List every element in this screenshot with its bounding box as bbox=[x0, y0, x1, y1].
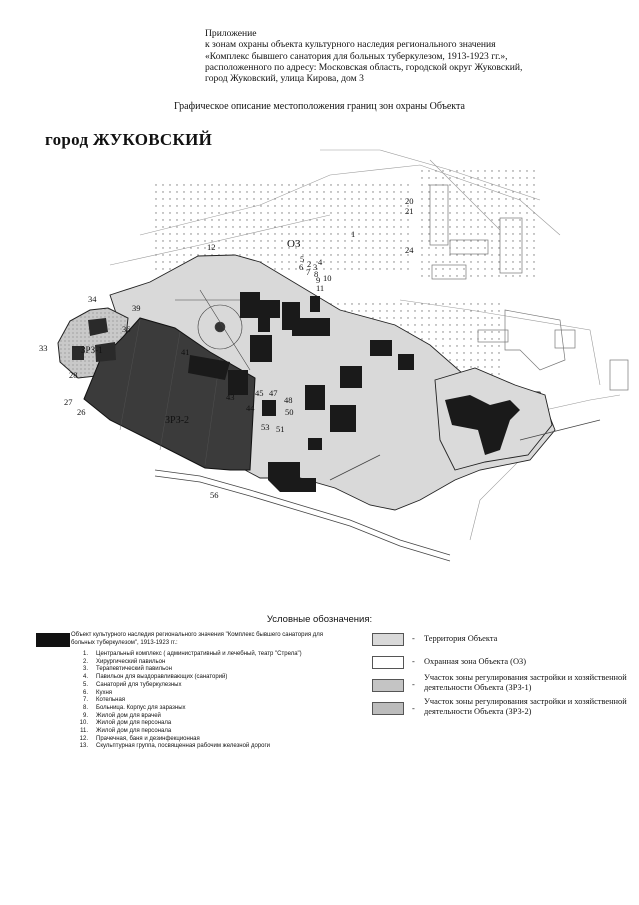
point-label: 8 bbox=[314, 269, 319, 279]
boundary-map bbox=[0, 140, 639, 610]
point-label: 47 bbox=[269, 388, 278, 398]
point-label: 27 bbox=[64, 397, 73, 407]
header-line: Приложение bbox=[205, 28, 257, 39]
point-label: 53 bbox=[261, 422, 270, 432]
list-item: 1. Центральный комплекс ( административный и лечебный, театр "Стрела") bbox=[82, 651, 302, 657]
point-label: 43 bbox=[226, 392, 235, 402]
point-label: 44 bbox=[246, 403, 255, 413]
point-label: 36 bbox=[122, 324, 131, 334]
list-item: 13. Скульптурная группа, посвященная рабочим железной дороги bbox=[79, 743, 271, 750]
list-item: 10. Жилой дом для персонала bbox=[79, 720, 172, 727]
document-header bbox=[205, 28, 610, 84]
point-label: 48 bbox=[284, 395, 293, 405]
point-label: 6 bbox=[299, 262, 304, 272]
zrz2-zone-label: ЗРЗ-2 bbox=[165, 415, 190, 426]
point-label: 41 bbox=[181, 347, 190, 357]
point-label: 4 bbox=[318, 257, 323, 267]
header-line: расположенного по адресу: Московская область, городской округ Жуковский, bbox=[205, 61, 523, 73]
list-item: 7. Котельная bbox=[82, 697, 126, 704]
legend-title: Условные обозначения: bbox=[266, 614, 373, 625]
point-label: 20 bbox=[405, 196, 414, 206]
list-item: 11. Жилой дом для персонала bbox=[80, 728, 172, 735]
point-label: 50 bbox=[285, 407, 294, 417]
point-label: 2 bbox=[307, 259, 312, 269]
zrz1-swatch bbox=[372, 679, 404, 692]
city-label: город ЖУКОВСКИЙ bbox=[45, 130, 213, 149]
oz-swatch bbox=[372, 656, 404, 669]
header-line: к зонам охраны объекта культурного наследия регионального значения bbox=[205, 39, 496, 51]
point-label: 28 bbox=[69, 370, 78, 380]
header-line: город Жуковский, улица Кирова, дом 3 bbox=[205, 73, 364, 85]
point-label: 5 bbox=[300, 254, 305, 264]
list-item: 3. Терапевтический павильон bbox=[82, 666, 172, 673]
point-label: 7 bbox=[306, 267, 311, 277]
zrz1-zone-label: ЗРЗ-1 bbox=[81, 345, 103, 355]
point-label: 34 bbox=[88, 294, 97, 304]
list-item: 6. Кухня bbox=[82, 689, 113, 696]
point-label: 45 bbox=[255, 388, 264, 398]
point-label: 1 bbox=[351, 229, 356, 239]
point-label: 51 bbox=[276, 424, 285, 434]
point-label: 11 bbox=[316, 283, 325, 293]
point-label: 33 bbox=[39, 343, 48, 353]
territory-swatch bbox=[372, 633, 404, 646]
list-item: 9. Жилой дом для врачей bbox=[82, 712, 161, 719]
list-item: 5. Санаторий для туберкулезных bbox=[82, 681, 182, 688]
heritage-swatch bbox=[36, 633, 70, 647]
point-label: 24 bbox=[405, 245, 414, 255]
point-label: 56 bbox=[210, 490, 219, 500]
point-label: 21 bbox=[405, 206, 414, 216]
point-label: 10 bbox=[323, 273, 332, 283]
oz-zone-label: ОЗ bbox=[287, 238, 301, 250]
heritage-legend-title: Объект культурного наследия регионального значения "Комплекс бывшего санатория для больных туберкулезом", 1913-1923 гг.: bbox=[71, 632, 323, 646]
list-item: 4. Павильон для выздоравливающих (санаторий) bbox=[82, 674, 228, 681]
list-item: 8. Больница. Корпус для заразных bbox=[82, 704, 186, 711]
point-label: 9 bbox=[316, 275, 321, 285]
map-subtitle: Графическое описание местоположения границ зон охраны Объекта bbox=[174, 101, 465, 112]
point-label: 3 bbox=[313, 262, 318, 272]
zrz2-swatch bbox=[372, 702, 404, 715]
point-label: 26 bbox=[77, 407, 86, 417]
list-item: 12. Прачечная, баня и дезинфекционная bbox=[79, 735, 200, 742]
point-label: 12 bbox=[207, 242, 216, 252]
point-label: 39 bbox=[132, 303, 141, 313]
list-item: 2. Хирургический павильон bbox=[82, 658, 166, 665]
header-line: «Комплекс бывшего санатория для больных туберкулезом, 1913-1923 гг.», bbox=[205, 50, 508, 62]
heritage-object-list bbox=[72, 651, 302, 751]
